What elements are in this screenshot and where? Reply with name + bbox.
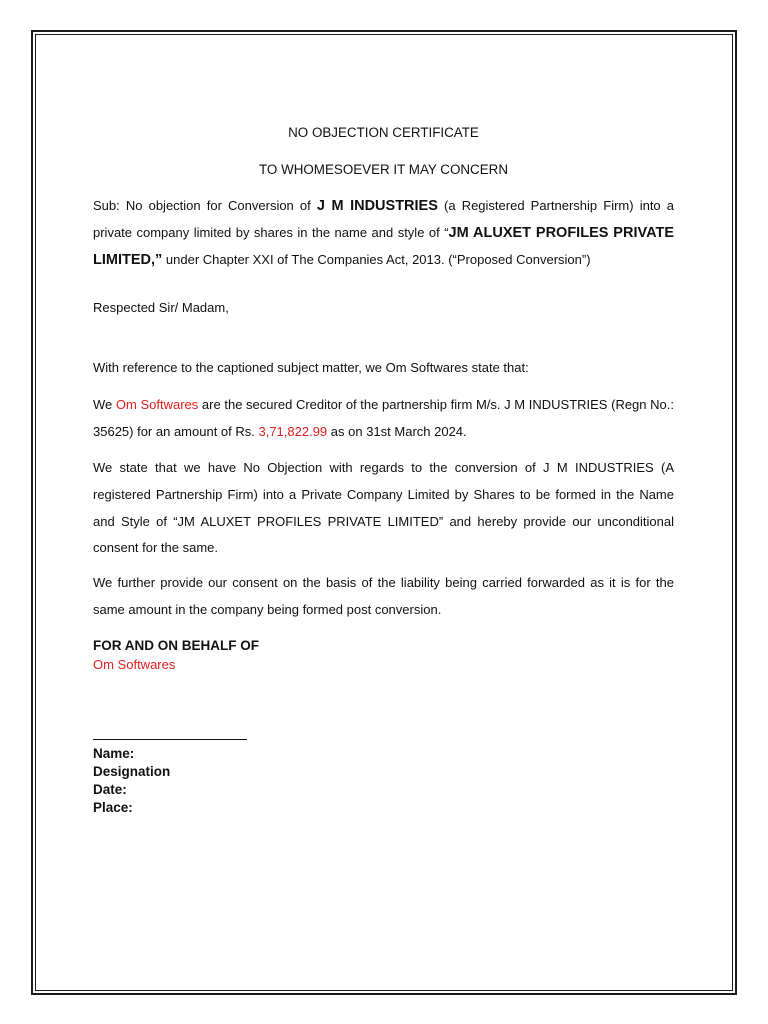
subject-paragraph bbox=[93, 193, 674, 273]
further-paragraph: We further provide our consent on the basis of the liability being carried forwarded as it is for the same amount in the company being formed post conversion. bbox=[93, 575, 674, 617]
creditor-paragraph bbox=[93, 392, 674, 446]
subject-end: under Chapter XXI of The Companies Act, 2013. (“Proposed Conversion”) bbox=[162, 251, 591, 267]
creditor-end: as on 31st March 2024. bbox=[327, 423, 467, 439]
subject-prefix: Sub: bbox=[93, 198, 126, 213]
creditor-name: Om Softwares bbox=[115, 397, 199, 412]
statement-paragraph: We state that we have No Objection with regards to the conversion of J M INDUSTRIES (A registered Partnership Firm) into a Private Company Limited by Shares to be formed in the Name and Style of “JM ALUXET PROFILES PRIVATE LIMITED” and hereby provide our unconditional consent for the same. bbox=[93, 460, 674, 556]
subject-conversion-of: Conversion of bbox=[221, 198, 317, 213]
subject-no-objection: No objection for bbox=[125, 198, 222, 213]
salutation: Respected Sir/ Madam, bbox=[93, 300, 229, 315]
creditor-we: We bbox=[93, 397, 116, 412]
creditor-middle: are the secured Creditor of the partnership firm M/s. J M INDUSTRIES (Regn No.: 35625) for an amount of Rs. bbox=[93, 397, 674, 439]
place-label: Place: bbox=[93, 800, 133, 815]
date-label: Date: bbox=[93, 782, 127, 797]
document-title: NO OBJECTION CERTIFICATE bbox=[288, 125, 479, 140]
subject-company: JM ALUXET PROFILES PRIVATE LIMITED,” bbox=[93, 224, 674, 268]
subject-after-firm: (a Registered Partnership Firm) into a private company limited by shares in the name and style of “ bbox=[93, 198, 675, 240]
signature-line bbox=[93, 739, 247, 740]
designation-label: Designation bbox=[93, 764, 171, 779]
document-subtitle: TO WHOMESOEVER IT MAY CONCERN bbox=[259, 162, 508, 177]
subject-firm: J M INDUSTRIES bbox=[316, 198, 438, 214]
for-behalf-heading: FOR AND ON BEHALF OF bbox=[93, 638, 259, 653]
reference-paragraph: With reference to the captioned subject matter, we Om Softwares state that: bbox=[93, 360, 529, 375]
signatory-company: Om Softwares bbox=[93, 657, 176, 672]
creditor-amount: 3,71,822.99 bbox=[258, 423, 328, 439]
name-label: Name: bbox=[93, 746, 135, 761]
